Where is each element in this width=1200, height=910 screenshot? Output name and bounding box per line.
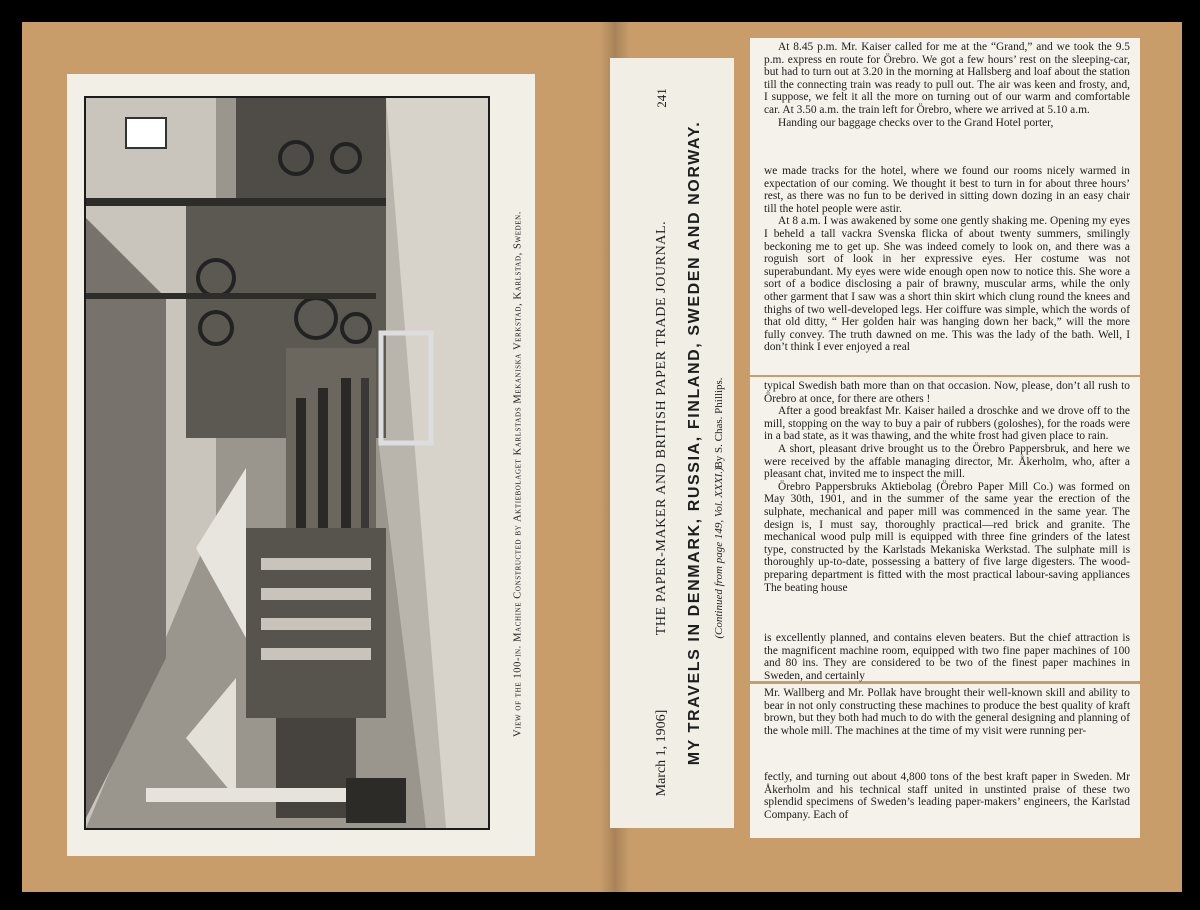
paragraph: A short, pleasant drive brought us to the Örebro Pappersbruk, and here we were received by the affable managing director, Mr. Åkerholm, who, after a pleasant chat, invited me to inspect the mill. [764,442,1130,481]
machine-illustration [86,98,488,828]
text-clipping [750,629,1140,681]
text-clipping [750,768,1140,838]
paragraph: fectly, and turning out about 4,800 tons of the best kraft paper in Sweden. Mr Åkerholm and his technical staff united in unstinted praise of these two splendid specimens of Sweden’s leading paper-makers’ engineers, the Karlstad Company. Each of [764,771,1130,821]
continued-note: (Continued from page 149, Vol. XXXI.) [713,467,725,639]
paragraph: typical Swedish bath more than on that occasion. Now, please, don’t all rush to Örebro at once, for there are others ! [764,380,1130,405]
journal-name: THE PAPER-MAKER AND BRITISH PAPER TRADE JOURNAL. [654,220,669,636]
article-headline: MY TRAVELS IN DENMARK, RUSSIA, FINLAND, SWEDEN AND NORWAY. [686,120,703,766]
paragraph: we made tracks for the hotel, where we found our rooms nicely warmed in expectation of our coming. We thought it best to turn in for about three hours’ rest, as there was no fun to be derived in sitting down dozing in an easy chair till the hotel people were astir. [764,165,1130,215]
text-clipping [750,377,1140,631]
text-clipping [750,684,1140,768]
issue-date: March 1, 1906] [654,709,669,797]
text-clipping [750,162,1140,375]
paragraph: At 8 a.m. I was awakened by some one gently shaking me. Opening my eyes I beheld a tall vackra Svenska flicka of about twenty summers, smilingly beckoning me to get up. She was indeed comely to look on, and there was a roguish sort of look in her expressive eyes. Her costume was not superabundant. My eyes were wide enough open now to notice this. She wore a sort of a bodice disclosing a pair of brawny, muscular arms, while the only other garment that I saw was a short thin skirt which clung round the knees and thighs of two well-developed legs. Her coiffure was simple, which the words of that old ditty, “ Her golden hair was hanging down her back,” will the more fully convey. The truth dawned on me. This was the lady of the bath. Well, I don’t think I ever enjoyed a real [764,215,1130,354]
paragraph: is excellently planned, and contains eleven beaters. But the chief attraction is the magnificent machine room, equipped with two fine paper machines of 100 and 80 ins. They are considered to be two of the finest paper machines in Sweden, and certainly [764,632,1130,682]
paragraph: Handing our baggage checks over to the Grand Hotel porter, [778,116,1054,129]
photo-caption-text: View of the 100-in. Machine Constructed by Aktiebolaget Karlstads Mekaniska Verkstad, Karlstad, Sweden. [512,210,524,738]
paragraph: At 8.45 p.m. Mr. Kaiser called for me at the “Grand,” and we took the 9.5 p.m. express en route for Örebro. We got a few hours’ rest on the sleeping-car, but had to turn out at 3.20 in the morning at Hallsberg and loaf about the station till the connecting train was ready to pull out. The air was keen and frosty, and, I suppose, we felt it all the more on turning out of our warm and comfortable car. At 3.50 a.m. the train left for Örebro, where we arrived at 5.10 a.m. [764,41,1130,116]
page-number: 241 [654,88,669,108]
paragraph: Mr. Wallberg and Mr. Pollak have brought their well-known skill and ability to bear in not only constructing these machines to produce the best quality of kraft brown, but they both had much to do with the general designing and planning of the whole mill. The machines at the time of my visit were running per- [764,687,1131,737]
article-byline [710,58,728,828]
article-title-strip [610,58,734,828]
paper-machine-photo [84,96,490,830]
journal-header [648,58,676,828]
photo-caption [505,104,531,844]
paragraph: Örebro Pappersbruks Aktiebolag (Örebro Paper Mill Co.) was formed on May 30th, 1901, and in the summer of the same year the erection of the sulphate, mechanical and paper mill was commenced in the same year. The design is, I must say, thoroughly practical—red brick and granite. The mechanical wood pulp mill is equipped with three fine grinders of the latest type, constructed by the Karlstads Mekaniska Werkstad. The sulphate mill is thoroughly up-to-date, possessing a battery of five large digesters. The wood-preparing department is fitted with the most practical labour-saving appliances The beating house [764,480,1130,594]
photo-plate [67,74,535,856]
author-line: By S. Chas. Phillips. [713,377,725,469]
text-clipping [750,38,1140,162]
paragraph: After a good breakfast Mr. Kaiser hailed a droschke and we drove off to the mill, stopping on the way to buy a pair of rubbers (goloshes), for the roads were in a bad state, as it was thawing, and the white frost had given place to rain. [764,405,1130,443]
